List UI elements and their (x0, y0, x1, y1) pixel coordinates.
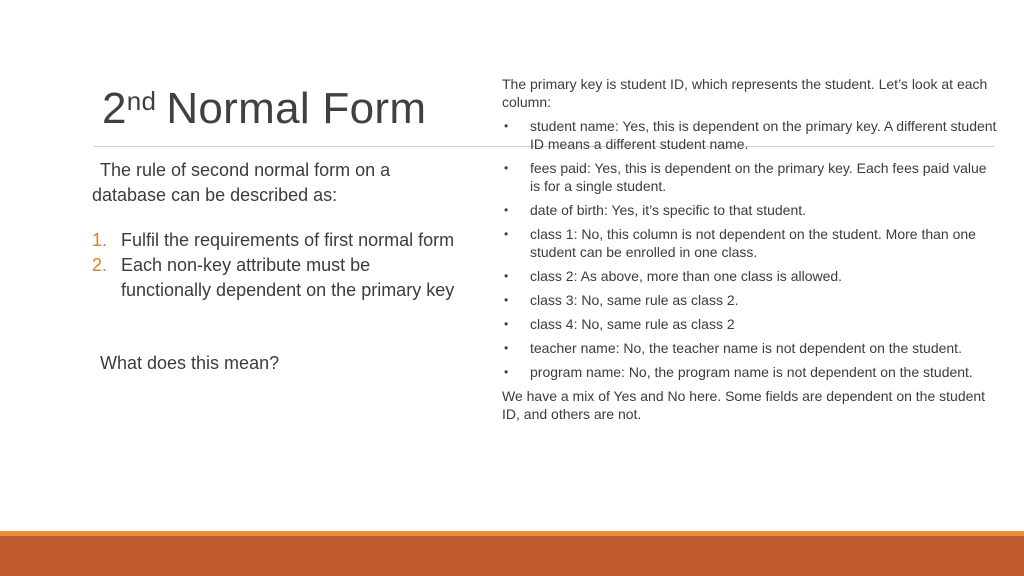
bullet-icon: • (504, 227, 509, 241)
bullet-item (502, 117, 997, 153)
list-text: Each non-key attribute must be functionally dependent on the primary key (121, 255, 455, 300)
numbered-list (92, 228, 462, 303)
bullet-item (502, 225, 997, 261)
bullet-text: class 2: As above, more than one class is allowed. (530, 268, 843, 284)
bullet-text: class 4: No, same rule as class 2 (530, 316, 735, 332)
bullet-icon: • (504, 269, 509, 283)
bullet-text: class 1: No, this column is not dependent on the student. More than one student can be enrolled in one class. (530, 226, 976, 260)
footer-bar (0, 536, 1024, 576)
intro-line-2: database can be described as: (92, 185, 338, 205)
bullet-icon: • (504, 317, 509, 331)
question-text: What does this mean? (100, 353, 280, 373)
bullet-text: student name: Yes, this is dependent on the primary key. A different student ID means a different student name. (530, 118, 997, 152)
bullet-icon: • (504, 293, 509, 307)
intro-line-1: The rule of second normal form on a (100, 160, 391, 180)
list-text: Fulfil the requirements of first normal form (121, 230, 455, 250)
title-text: Normal Form (166, 84, 427, 133)
list-number: 1. (92, 230, 108, 250)
bullet-icon: • (504, 203, 509, 217)
explanation-panel (502, 75, 997, 423)
bullet-item (502, 201, 997, 219)
bullet-text: date of birth: Yes, it’s specific to that student. (530, 202, 807, 218)
bullet-item (502, 267, 997, 285)
intro-text (92, 158, 452, 208)
list-number: 2. (92, 255, 108, 275)
explanation-intro: The primary key is student ID, which represents the student. Let’s look at each column: (502, 76, 988, 110)
bullet-item (502, 159, 997, 195)
bullet-item (502, 339, 997, 357)
bullet-icon: • (504, 365, 509, 379)
list-item (92, 228, 462, 253)
bullet-icon: • (504, 161, 509, 175)
bullet-text: program name: No, the program name is not dependent on the student. (530, 364, 973, 380)
list-item (92, 253, 462, 303)
closing-text: We have a mix of Yes and No here. Some fields are dependent on the student ID, and others are not. (502, 388, 986, 422)
bullet-text: teacher name: No, the teacher name is not dependent on the student. (530, 340, 962, 356)
bullet-item (502, 363, 997, 381)
slide-title (102, 84, 426, 134)
bullet-icon: • (504, 119, 509, 133)
bullet-text: class 3: No, same rule as class 2. (530, 292, 739, 308)
column-bullet-list (502, 117, 997, 381)
title-number: 2 (102, 84, 127, 133)
bullet-icon: • (504, 341, 509, 355)
bullet-item (502, 315, 997, 333)
bullet-text: fees paid: Yes, this is dependent on the primary key. Each fees paid value is for a single student. (530, 160, 987, 194)
title-superscript: nd (126, 86, 157, 116)
bullet-item (502, 291, 997, 309)
